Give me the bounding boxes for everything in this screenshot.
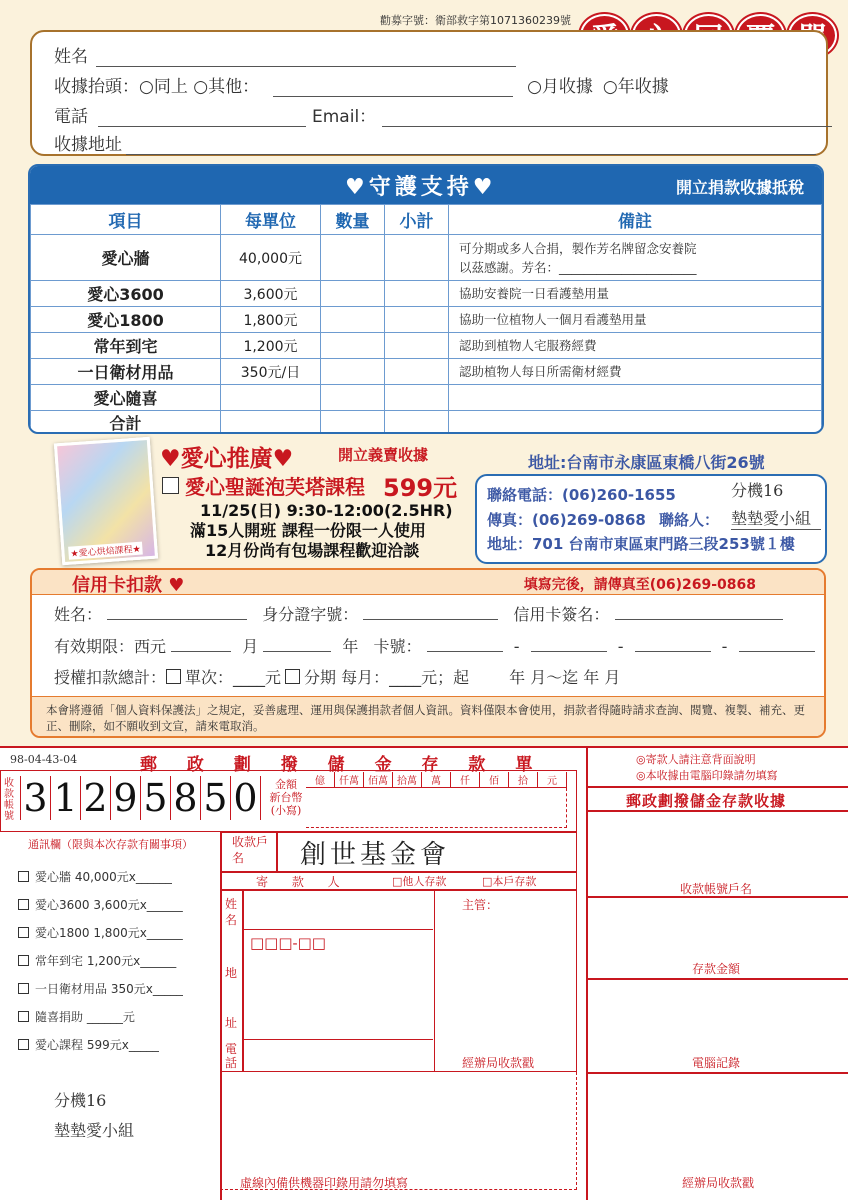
single-checkbox[interactable]: [166, 669, 181, 684]
table-header-row: [31, 205, 822, 235]
table-row: [31, 359, 822, 385]
fax-instruction: 填寫完後，請傳真至(06)269-0868: [523, 577, 756, 593]
table-row: [31, 235, 822, 281]
cc-single-label: 單次：____元: [185, 668, 282, 687]
promo-subtitle: 開立義賣收據: [338, 446, 429, 464]
address-label: 收據地址: [54, 135, 122, 155]
receipt-title: 郵政劃撥儲金存款收據: [626, 792, 787, 810]
cc-installment-label: 分期 每月：____元；起: [304, 668, 470, 687]
donor-info-box: [30, 30, 828, 156]
item-note: 認助植物人每日所需衛材經費: [449, 359, 822, 385]
amount-label-block: [266, 778, 306, 817]
subtotal-cell[interactable]: [385, 385, 449, 411]
item-price: 40,000元: [221, 235, 321, 281]
photo-caption: ★愛心烘焙課程★: [68, 542, 143, 560]
comm-item[interactable]: [18, 1008, 135, 1025]
cc-expiry-label: 有效期限：西元: [54, 637, 167, 656]
handwritten-ext-note: 分機16: [54, 1091, 107, 1110]
cc-sign-field[interactable]: [615, 600, 783, 620]
qty-cell[interactable]: [321, 411, 385, 435]
receipt-title-field[interactable]: [273, 77, 513, 97]
sender-phone-label: 電話: [225, 1042, 238, 1070]
qty-cell[interactable]: [321, 333, 385, 359]
payee-label: 收款戶名: [232, 835, 269, 865]
payee-name: 創世基金會: [300, 840, 451, 870]
account-digit: 8: [171, 776, 201, 820]
item-price: 350元/日: [221, 359, 321, 385]
comm-item-label: 愛心3600 3,600元x______: [35, 898, 183, 912]
receipt-office-stamp-label: 經辦局收款戳: [682, 1176, 755, 1190]
email-label: Email：: [312, 107, 377, 127]
divider: [588, 1072, 848, 1074]
comm-item-label: 一日衛材用品 350元x_____: [35, 982, 183, 996]
own-deposit[interactable]: □本戶存款: [482, 875, 537, 888]
comm-item-label: 愛心1800 1,800元x______: [35, 926, 183, 940]
support-table: [30, 204, 822, 434]
unit-label: 仟: [451, 772, 480, 788]
comm-item[interactable]: [18, 896, 183, 913]
cc-sign-label: 信用卡簽名：: [513, 605, 610, 624]
amount-field[interactable]: [306, 788, 567, 828]
contact-address: 地址：701 台南市東區東門路三段253號１樓: [487, 535, 795, 553]
manager-label: 主管：: [462, 898, 499, 912]
cc-month-label: 月: [242, 637, 259, 656]
credit-card-section: [30, 568, 826, 738]
hq-address: 地址:台南市永康區東橋八街26號: [528, 453, 765, 472]
col-note: 備註: [449, 205, 822, 235]
postal-slip: [0, 746, 848, 1200]
account-digit: 2: [81, 776, 111, 820]
amount-units: [306, 772, 567, 788]
item-name: 常年到宅: [31, 333, 221, 359]
phone-row: [54, 102, 832, 127]
table-row: [31, 411, 822, 435]
comm-item[interactable]: [18, 980, 183, 997]
sender-address-label: 地址: [225, 966, 238, 1030]
table-row: [31, 333, 822, 359]
course-rule: 滿15人開班 課程一份限一人使用: [190, 521, 426, 540]
checkbox[interactable]: [18, 871, 29, 882]
account-number: [20, 776, 261, 820]
qty-cell[interactable]: [321, 235, 385, 281]
handwritten-group-note: 墊墊愛小組: [54, 1121, 135, 1140]
sender-address-field[interactable]: [244, 932, 433, 1040]
checkbox[interactable]: [18, 1011, 29, 1022]
divider: [276, 832, 278, 872]
comm-item-label: 愛心牆 40,000元x______: [35, 870, 172, 884]
credit-card-title: 信用卡扣款 ♥: [72, 575, 185, 596]
address-row: [54, 130, 816, 155]
unit-label: 萬: [422, 772, 451, 788]
item-note: 認助到植物人宅服務經費: [449, 333, 822, 359]
cc-row-amount: [54, 665, 620, 688]
contact-box: [475, 474, 827, 564]
support-section: [28, 164, 824, 434]
item-note: 協助安養院一日看護墊用量: [449, 281, 822, 307]
item-name: 一日衛材用品: [31, 359, 221, 385]
contact-person: 墊墊愛小組: [731, 506, 821, 530]
unit-label: 億: [306, 772, 335, 788]
divider: [588, 978, 848, 980]
account-digit: 3: [21, 776, 51, 820]
postcode-boxes[interactable]: □□□-□□: [250, 934, 326, 952]
receipt-payee-label: 收款帳號戶名: [680, 882, 753, 896]
comm-label: 通訊欄（限與本次存款有關事項）: [28, 838, 193, 851]
machine-note: 虛線內備供機器印錄用請勿填寫: [240, 1176, 409, 1190]
unit-label: 仟萬: [335, 772, 364, 788]
other-deposit[interactable]: □他人存款: [392, 875, 447, 888]
comm-item-label: 常年到宅 1,200元x______: [35, 954, 177, 968]
postal-notes: [636, 752, 778, 784]
item-name: 愛心3600: [31, 281, 221, 307]
email-field[interactable]: [382, 107, 832, 127]
item-note: [449, 235, 822, 281]
course-checkbox[interactable]: [162, 477, 179, 494]
cc-row-expiry: 有效期限：西元 月 年 卡號： - - -: [54, 632, 815, 657]
postal-title: 郵 政 劃 撥 儲 金 存 款 單: [140, 755, 535, 775]
col-subtotal: 小計: [385, 205, 449, 235]
course-time: 11/25(日) 9:30-12:00(2.5HR): [200, 501, 453, 520]
unit-label: 拾萬: [393, 772, 422, 788]
item-name: 愛心牆: [31, 235, 221, 281]
cc-total-label: 授權扣款總計：: [54, 668, 167, 687]
subtotal-cell[interactable]: [385, 411, 449, 435]
sender-phone-field[interactable]: [244, 1042, 433, 1070]
name-field[interactable]: [96, 47, 516, 67]
item-name: 愛心1800: [31, 307, 221, 333]
sender-name-label: 姓名: [225, 897, 238, 927]
receipt-amount-label: 存款金額: [692, 962, 741, 976]
item-name: 愛心隨喜: [31, 385, 221, 411]
comm-item[interactable]: [18, 952, 176, 969]
account-label: 收款帳號: [4, 778, 14, 822]
account-digit: 9: [111, 776, 141, 820]
machine-area: [220, 1072, 577, 1190]
item-price: 3,600元: [221, 281, 321, 307]
cc-id-field[interactable]: [363, 600, 498, 620]
course-photo: [54, 437, 158, 565]
col-unit: 每單位: [221, 205, 321, 235]
divider: [586, 748, 588, 1200]
comm-item-label: 愛心課程 599元x_____: [35, 1038, 159, 1052]
checkbox[interactable]: [18, 983, 29, 994]
address-field[interactable]: [126, 135, 816, 155]
contact-phone: 聯絡電話：(06)260-1655: [487, 486, 676, 504]
item-note: 協助一位植物人一個月看護墊用量: [449, 307, 822, 333]
note-line: 以茲感謝。芳名：______________________: [459, 259, 697, 275]
currency-label: 新台幣(小寫): [269, 791, 303, 817]
credit-card-header: [32, 570, 824, 595]
receipt-title-row: [54, 72, 669, 97]
privacy-notice: 本會將遵循「個人資料保護法」之規定，妥善處理、運用與保護捐款者個人資訊。資料僅限本會使用，捐款者得隨時請求查詢、閱覽、複製、補充、更正、刪除，如不願收到文宣，請來電取消。: [32, 696, 824, 736]
comm-item-label: 隨喜捐助 ______元: [35, 1010, 135, 1024]
cc-card-part[interactable]: [635, 632, 711, 652]
total-cell[interactable]: [221, 411, 321, 435]
sender-name-field[interactable]: [244, 892, 433, 930]
cc-id-label: 身分證字號：: [262, 605, 359, 624]
cc-card-label: 卡號：: [373, 637, 422, 656]
comm-item[interactable]: [18, 868, 172, 885]
item-price[interactable]: [221, 385, 321, 411]
postal-note: ◎寄款人請注意背面說明: [636, 753, 756, 766]
computer-record-label: 電腦記錄: [692, 1056, 741, 1070]
item-price: 1,800元: [221, 307, 321, 333]
cc-row-name: [54, 600, 783, 625]
divider: [588, 786, 848, 788]
item-note: [449, 385, 822, 411]
checkbox[interactable]: [18, 899, 29, 910]
cc-name-field[interactable]: [107, 600, 247, 620]
cc-date-range: 年 月～迄 年 月: [509, 668, 621, 687]
promo-title: ♥愛心推廣♥: [160, 446, 294, 472]
amount-label: 金額: [275, 778, 297, 791]
phone-label: 電話: [54, 107, 88, 127]
unit-label: 佰: [480, 772, 509, 788]
manager-box: [434, 890, 577, 1072]
name-label: 姓名: [54, 47, 88, 67]
postal-note: ◎本收據由電腦印錄請勿填寫: [636, 769, 778, 782]
checkbox[interactable]: [18, 955, 29, 966]
sender-label: 寄 款 人: [256, 875, 350, 889]
support-header: [30, 166, 822, 204]
cc-year-label: 年: [342, 637, 359, 656]
item-note: [449, 411, 822, 435]
table-row: [31, 307, 822, 333]
qty-cell[interactable]: [321, 307, 385, 333]
table-row: [31, 281, 822, 307]
account-digit: 5: [201, 776, 231, 820]
subtotal-cell[interactable]: [385, 307, 449, 333]
checkbox[interactable]: [18, 927, 29, 938]
course-name: 愛心聖誕泡芙塔課程: [185, 475, 365, 499]
monthly-receipt-option[interactable]: ○月收據: [527, 77, 593, 97]
divider: [588, 810, 848, 812]
course-price: 599元: [383, 474, 458, 502]
subtotal-cell[interactable]: [385, 333, 449, 359]
phone-field[interactable]: [98, 107, 306, 127]
qty-cell[interactable]: [321, 359, 385, 385]
office-stamp-label: 經辦局收款戳: [462, 1056, 535, 1070]
cc-expiry-year[interactable]: [263, 632, 331, 652]
unit-label: 元: [538, 772, 567, 788]
contact-person-label: 聯絡人：: [659, 511, 720, 529]
col-qty: 數量: [321, 205, 385, 235]
cc-card-part[interactable]: [531, 632, 607, 652]
subtotal-cell[interactable]: [385, 281, 449, 307]
qty-cell[interactable]: [321, 385, 385, 411]
name-row: [54, 42, 516, 67]
unit-label: 佰萬: [364, 772, 393, 788]
unit-label: 拾: [509, 772, 538, 788]
cc-card-part[interactable]: [427, 632, 503, 652]
qty-cell[interactable]: [321, 281, 385, 307]
subtotal-cell[interactable]: [385, 359, 449, 385]
note-line: 可分期或多人合捐，製作芳名牌留念安養院: [459, 240, 697, 256]
item-price: 1,200元: [221, 333, 321, 359]
form-number: 98-04-43-04: [10, 753, 78, 766]
support-title: ♥守護支持♥: [345, 175, 497, 200]
handwritten-ext: 分機16: [731, 481, 784, 500]
account-digit: 1: [51, 776, 81, 820]
comm-item[interactable]: [18, 1036, 159, 1053]
receipt-title-label: 收據抬頭：○同上 ○其他：: [54, 77, 260, 97]
cc-name-label: 姓名：: [54, 605, 103, 624]
col-item: 項目: [31, 205, 221, 235]
table-row: [31, 385, 822, 411]
checkbox[interactable]: [18, 1039, 29, 1050]
cc-expiry-month[interactable]: [171, 632, 231, 652]
support-receipt-note: 開立捐款收據抵稅: [675, 178, 804, 197]
installment-checkbox[interactable]: [285, 669, 300, 684]
comm-item[interactable]: [18, 924, 183, 941]
account-digit: 0: [231, 776, 261, 820]
subtotal-cell[interactable]: [385, 235, 449, 281]
item-name: 合計: [31, 411, 221, 435]
cc-card-part[interactable]: [739, 632, 815, 652]
yearly-receipt-option[interactable]: ○年收據: [602, 77, 669, 97]
account-digit: 5: [141, 776, 171, 820]
contact-fax: 傳真：(06)269-0868: [487, 511, 646, 529]
divider: [588, 896, 848, 898]
permit-number: 勸募字號：衛部救字第1071360239號: [380, 14, 571, 27]
course-note: 12月份尚有包場課程歡迎洽談: [205, 541, 420, 560]
